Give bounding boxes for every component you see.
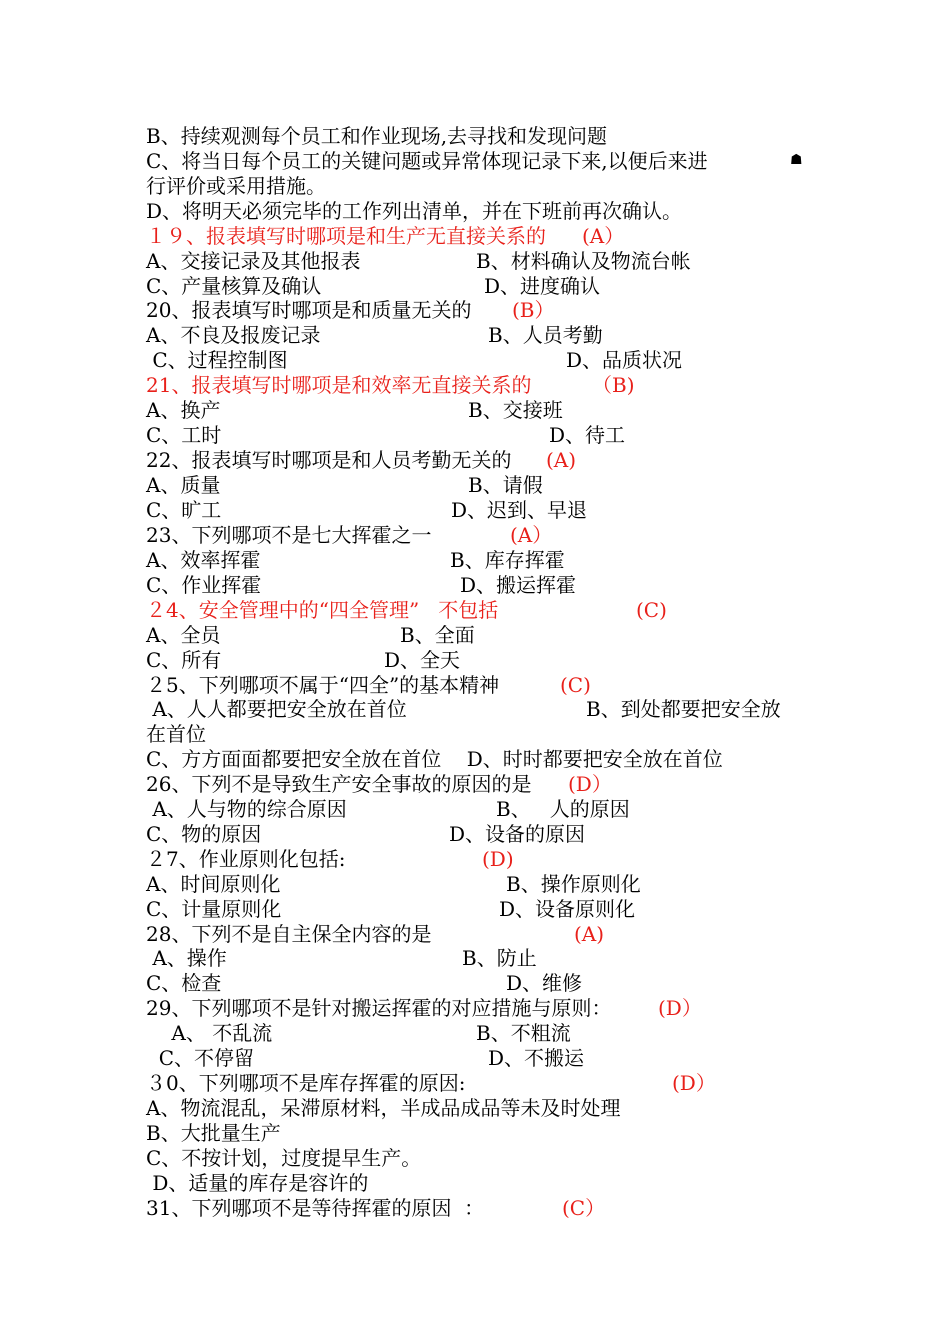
text-line: A、时间原则化 xyxy=(146,872,281,896)
text-line: A、不良及报废记录 xyxy=(146,323,321,347)
answer-label: (C) xyxy=(560,673,591,697)
option-text: B、请假 xyxy=(468,473,543,497)
text-line: ３0、下列哪项不是库存挥霍的原因: xyxy=(146,1071,466,1095)
option-text: B、人员考勤 xyxy=(488,323,603,347)
text-line: A、人人都要把安全放在首位 xyxy=(146,697,407,721)
option-text: D、品质状况 xyxy=(566,348,683,372)
option-text: B、交接班 xyxy=(468,398,563,422)
text-line: 20、报表填写时哪项是和质量无关的 xyxy=(146,298,472,322)
text-line: 21、报表填写时哪项是和效率无直接关系的 xyxy=(146,373,532,397)
answer-label: (B） xyxy=(512,298,555,322)
text-line: A、物流混乱，呆滞原材料，半成品成品等未及时处理 xyxy=(146,1096,621,1120)
option-text: B、全面 xyxy=(400,623,475,647)
text-line: C、物的原因 xyxy=(146,822,262,846)
text-line: ２7、作业原则化包括: xyxy=(146,847,346,871)
text-line: 26、下列不是导致生产安全事故的原因的是 xyxy=(146,772,532,796)
text-line: A、交接记录及其他报表 xyxy=(146,249,361,273)
answer-label: (A) xyxy=(574,922,605,946)
text-line: 29、下列哪项不是针对搬运挥霍的对应措施与原则： xyxy=(146,996,612,1020)
text-line: C、将当日每个员工的关键问题或异常体现记录下来,以便后来进 xyxy=(146,149,708,173)
text-line: ２5、下列哪项不属于“四全”的基本精神 xyxy=(146,673,500,697)
text-line: A、质量 xyxy=(146,473,221,497)
option-text: B、 人的原因 xyxy=(496,797,630,821)
option-text: B、不粗流 xyxy=(476,1021,571,1045)
option-text: D、待工 xyxy=(549,423,626,447)
text-line: B、大批量生产 xyxy=(146,1121,281,1145)
text-line: D、适量的库存是容许的 xyxy=(146,1171,369,1195)
option-text: B、到处都要把安全放 xyxy=(586,697,781,721)
text-line: A、人与物的综合原因 xyxy=(146,797,347,821)
option-text: B、操作原则化 xyxy=(506,872,641,896)
answer-label: (A） xyxy=(582,224,625,248)
option-text: D、不搬运 xyxy=(488,1046,585,1070)
answer-label: （B) xyxy=(592,373,635,397)
text-line: C、不停留 xyxy=(146,1046,255,1070)
answer-label: (C） xyxy=(562,1196,606,1220)
option-text: D、设备的原因 xyxy=(449,822,586,846)
text-line: C、不按计划，过度提早生产。 xyxy=(146,1146,422,1170)
text-line: 行评价或采用措施。 xyxy=(146,174,326,198)
text-line: C、计量原则化 xyxy=(146,897,282,921)
text-line: 28、下列不是自主保全内容的是 xyxy=(146,922,432,946)
answer-label: (C) xyxy=(636,598,667,622)
answer-label: (D） xyxy=(658,996,702,1020)
answer-label: (D) xyxy=(482,847,514,871)
text-line: D、将明天必须完毕的工作列出清单，并在下班前再次确认。 xyxy=(146,199,683,223)
text-line: B、持续观测每个员工和作业现场,去寻找和发现问题 xyxy=(146,124,608,148)
text-line: C、产量核算及确认 xyxy=(146,274,322,298)
text-line: A、 不乱流 xyxy=(146,1021,273,1045)
text-line: ２4、安全管理中的“四全管理” 不包括 xyxy=(146,598,499,622)
option-text: D、迟到、早退 xyxy=(451,498,588,522)
text-line: A、换产 xyxy=(146,398,221,422)
option-text: D、进度确认 xyxy=(484,274,601,298)
text-line: C、检查 xyxy=(146,971,222,995)
text-line: 22、报表填写时哪项是和人员考勤无关的 xyxy=(146,448,512,472)
text-line: C、方方面面都要把安全放在首位 D、时时都要把安全放在首位 xyxy=(146,747,723,771)
option-text: D、设备原则化 xyxy=(499,897,636,921)
text-line: A、效率挥霍 xyxy=(146,548,261,572)
answer-label: (D） xyxy=(672,1071,716,1095)
option-text: D、全天 xyxy=(384,648,461,672)
text-line: C、过程控制图 xyxy=(146,348,288,372)
option-text: D、搬运挥霍 xyxy=(460,573,577,597)
option-text: B、库存挥霍 xyxy=(450,548,565,572)
text-line: 31、下列哪项不是等待挥霍的原因 ： xyxy=(146,1196,485,1220)
answer-label: (A) xyxy=(546,448,577,472)
text-line: 23、下列哪项不是七大挥霍之一 xyxy=(146,523,432,547)
option-text: B、防止 xyxy=(462,946,537,970)
answer-label: (D） xyxy=(568,772,612,796)
option-text: D、维修 xyxy=(506,971,583,995)
text-line: C、工时 xyxy=(146,423,222,447)
text-line: １９、报表填写时哪项是和生产无直接关系的 xyxy=(146,224,546,248)
text-line: C、作业挥霍 xyxy=(146,573,262,597)
text-line: C、旷工 xyxy=(146,498,222,522)
option-text: B、材料确认及物流台帐 xyxy=(476,249,691,273)
text-line: 在首位 xyxy=(146,722,206,746)
text-line: C、所有 xyxy=(146,648,222,672)
answer-label: (A） xyxy=(510,523,553,547)
page-marker-icon: ☗ xyxy=(790,152,803,168)
text-line: A、全员 xyxy=(146,623,221,647)
text-line: A、操作 xyxy=(146,946,227,970)
